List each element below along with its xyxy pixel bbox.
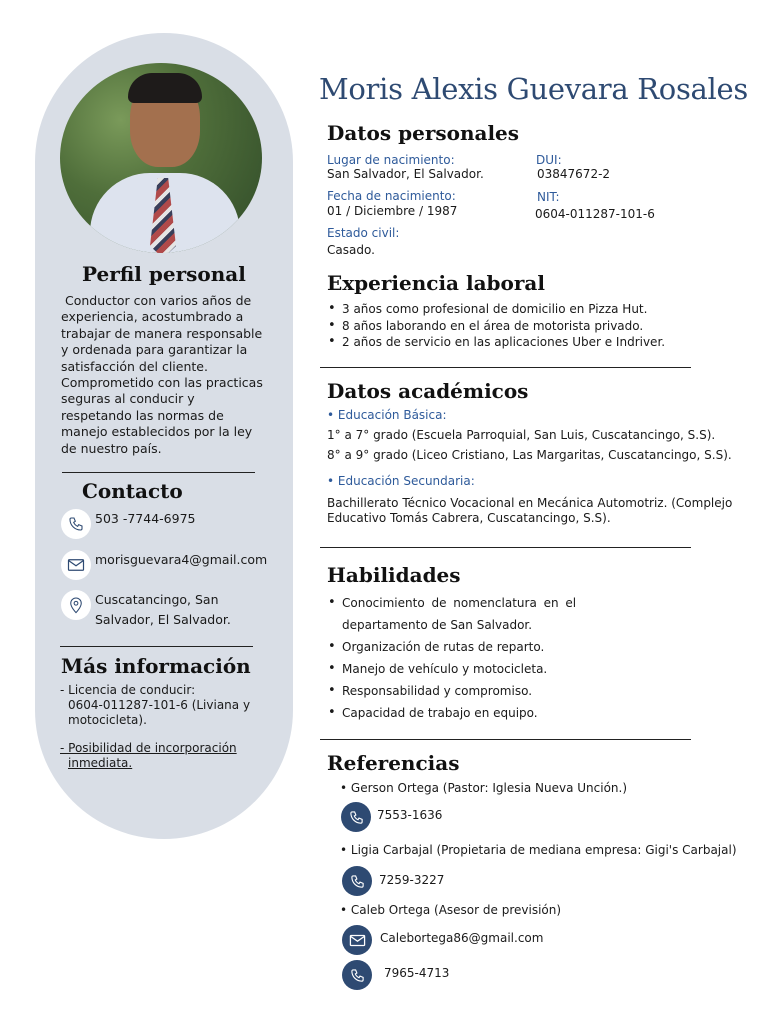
civil-status-value: Casado. bbox=[327, 243, 375, 257]
phone-icon bbox=[342, 866, 372, 896]
basic-education-line-2: 8° a 9° grado (Liceo Cristiano, Las Margaritas, Cuscatancingo, S.S). bbox=[327, 448, 732, 462]
incorporation-line-1: - Posibilidad de incorporación bbox=[60, 741, 237, 755]
reference-1: • Gerson Ortega (Pastor: Iglesia Nueva Unción.) bbox=[340, 781, 628, 795]
list-item bbox=[327, 592, 576, 636]
birthplace-label: Lugar de nacimiento: bbox=[327, 153, 455, 167]
sidebar-divider-1 bbox=[62, 472, 255, 473]
list-item: • Responsabilidad y compromiso. bbox=[327, 680, 576, 702]
license-line-1: - Licencia de conducir: bbox=[60, 683, 196, 697]
mail-icon bbox=[61, 550, 91, 580]
profile-photo bbox=[60, 63, 262, 253]
contact-phone-row bbox=[61, 509, 195, 539]
secondary-education-label: • Educación Secundaria: bbox=[327, 474, 475, 488]
phone-icon bbox=[341, 802, 371, 832]
experience-title: Experiencia laboral bbox=[327, 271, 545, 295]
birthdate-label: Fecha de nacimiento: bbox=[327, 189, 456, 203]
nit-value: 0604-011287-101-6 bbox=[535, 207, 655, 221]
profile-title: Perfil personal bbox=[82, 262, 246, 286]
license-line-2: 0604-011287-101-6 (Liviana y bbox=[68, 698, 251, 712]
reference-3-phone[interactable]: 7965-4713 bbox=[384, 966, 450, 980]
location-line-1: Cuscatancingo, San bbox=[95, 592, 219, 607]
more-info-title: Más información bbox=[61, 654, 251, 678]
list-item: • Manejo de vehículo y motocicleta. bbox=[327, 658, 576, 680]
location-pin-icon bbox=[61, 590, 91, 620]
references-title: Referencias bbox=[327, 751, 460, 775]
skill-1-line-2: departamento de San Salvador. bbox=[342, 618, 533, 632]
reference-2: • Ligia Carbajal (Propietaria de mediana empresa: Gigi's Carbajal) bbox=[340, 843, 737, 857]
list-item: • Organización de rutas de reparto. bbox=[327, 636, 576, 658]
dui-label: DUI: bbox=[536, 153, 562, 167]
mail-icon bbox=[342, 925, 372, 955]
phone-icon bbox=[342, 960, 372, 990]
divider-skills bbox=[320, 739, 691, 740]
basic-education-line-1: 1° a 7° grado (Escuela Parroquial, San Luis, Cuscatancingo, S.S). bbox=[327, 428, 716, 442]
reference-3-email[interactable]: Calebortega86@gmail.com bbox=[380, 931, 544, 945]
candidate-name: Moris Alexis Guevara Rosales bbox=[319, 72, 748, 106]
civil-status-label: Estado civil: bbox=[327, 226, 400, 240]
list-item: • 3 años como profesional de domicilio en Pizza Hut. bbox=[327, 301, 665, 318]
contact-title: Contacto bbox=[82, 479, 183, 503]
license-line-3: motocicleta). bbox=[68, 713, 147, 727]
skills-list bbox=[327, 592, 576, 724]
reference-3: • Caleb Ortega (Asesor de previsión) bbox=[340, 903, 562, 917]
nit-label: NIT: bbox=[537, 190, 560, 204]
personal-data-title: Datos personales bbox=[327, 121, 520, 145]
dui-value: 03847672-2 bbox=[537, 167, 611, 181]
list-item: • Capacidad de trabajo en equipo. bbox=[327, 702, 576, 724]
contact-email[interactable]: morisguevara4@gmail.com bbox=[95, 552, 268, 567]
basic-education-label: • Educación Básica: bbox=[327, 408, 447, 422]
profile-text: Conductor con varios años de experiencia, acostumbrado a trabajar de manera responsable y ordenada para garantizar la satisfacción del cliente. Comprometido con las practicas seguras al conducir y respetando las normas de manejo establecidos por la ley de nuestro país. bbox=[61, 293, 267, 456]
sidebar-divider-2 bbox=[60, 646, 253, 647]
reference-2-phone[interactable]: 7259-3227 bbox=[379, 873, 445, 887]
contact-location-row bbox=[61, 590, 231, 630]
photo-hair bbox=[128, 73, 202, 103]
incorporation-line-2: inmediata. bbox=[68, 756, 133, 770]
reference-1-phone[interactable]: 7553-1636 bbox=[377, 808, 443, 822]
divider-experience bbox=[320, 367, 691, 368]
skill-1-line-1: • Conocimiento de nomenclatura en el bbox=[342, 596, 577, 610]
contact-email-row bbox=[61, 550, 267, 580]
secondary-education-line-2: Educativo Tomás Cabrera, Cuscatancingo, S.S). bbox=[327, 511, 611, 525]
location-line-2: Salvador, El Salvador. bbox=[95, 612, 231, 627]
secondary-education-line-1: Bachillerato Técnico Vocacional en Mecánica Automotriz. (Complejo bbox=[327, 496, 733, 510]
contact-phone[interactable]: 503 -7744-6975 bbox=[95, 511, 196, 526]
birthdate-value: 01 / Diciembre / 1987 bbox=[327, 204, 458, 218]
phone-icon bbox=[61, 509, 91, 539]
list-item: • 2 años de servicio en las aplicaciones Uber e Indriver. bbox=[327, 334, 665, 351]
contact-location bbox=[95, 590, 231, 630]
divider-academic bbox=[320, 547, 691, 548]
incorporation-info bbox=[60, 741, 237, 771]
list-item: • 8 años laborando en el área de motorista privado. bbox=[327, 318, 665, 335]
birthplace-value: San Salvador, El Salvador. bbox=[327, 167, 484, 181]
experience-list bbox=[327, 301, 665, 351]
academic-title: Datos académicos bbox=[327, 379, 529, 403]
skills-title: Habilidades bbox=[327, 563, 461, 587]
license-info bbox=[60, 683, 250, 728]
